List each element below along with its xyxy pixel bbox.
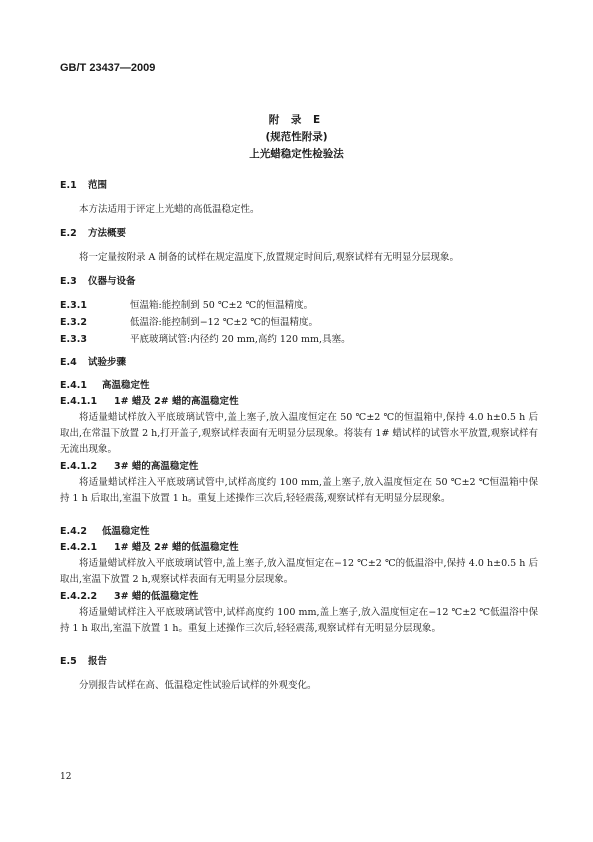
section-heading-e412: E.4.1.2 3# 蜡的高温稳定性 — [60, 461, 199, 472]
section-heading-e421: E.4.2.1 1# 蜡及 2# 蜡的低温稳定性 — [60, 542, 239, 553]
section-heading-e1: E.1 范围 — [60, 180, 108, 191]
annex-label: 附 录 E — [268, 114, 325, 126]
section-text-e412: 将适量蜡试样注入平底玻璃试管中,试样高度约 100 mm,盖上塞子,放入温度恒定在 50 ℃±2 ℃恒温箱中保持 1 h 后取出,室温下放置 1 h。重复上述操作三次后,轻轻震荡,观察试样有无明显分层现象。 — [60, 477, 538, 504]
list-item-e33: E.3.3 平底玻璃试管:内径约 20 mm,高约 120 mm,具塞。 — [60, 334, 351, 345]
standard-code: GB/T 23437—2009 — [60, 62, 156, 74]
section-text-e411: 将适量蜡试样放入平底玻璃试管中,盖上塞子,放入温度恒定在 50 ℃±2 ℃的恒温箱中,保持 4.0 h±0.5 h 后取出,在常温下放置 2 h,打开盖子,观察试样表面有无明显分层现象。将装有 1# 蜡试样的试管水平放置,观察试样有无流出现象。 — [60, 412, 538, 455]
section-heading-e42: E.4.2 低温稳定性 — [60, 526, 150, 537]
section-text-e2: 将一定量按附录 A 制备的试样在规定温度下,放置规定时间后,观察试样有无明显分层现象。 — [79, 252, 459, 263]
section-text-e422: 将适量蜡试样注入平底玻璃试管中,试样高度约 100 mm,盖上塞子,放入温度恒定在−12 ℃±2 ℃低温浴中保持 1 h 取出,室温下放置 1 h。重复上述操作三次后,轻轻震荡,观察试样有无明显分层现象。 — [60, 607, 538, 634]
section-heading-e2: E.2 方法概要 — [60, 228, 127, 239]
list-item-e31: E.3.1 恒温箱:能控制到 50 ℃±2 ℃的恒温精度。 — [60, 300, 314, 311]
section-text-e1: 本方法适用于评定上光蜡的高低温稳定性。 — [79, 204, 260, 215]
list-item-e32: E.3.2 低温浴:能控制到−12 ℃±2 ℃的恒温精度。 — [60, 317, 319, 328]
annex-heading — [0, 112, 593, 163]
section-heading-e411: E.4.1.1 1# 蜡及 2# 蜡的高温稳定性 — [60, 396, 239, 407]
section-heading-e422: E.4.2.2 3# 蜡的低温稳定性 — [60, 591, 199, 602]
page-number: 12 — [60, 772, 72, 782]
section-heading-e4: E.4 试验步骤 — [60, 357, 127, 368]
section-heading-e5: E.5 报告 — [60, 656, 108, 667]
section-heading-e3: E.3 仪器与设备 — [60, 276, 136, 287]
annex-type: (规范性附录) — [265, 131, 328, 143]
section-text-e5: 分别报告试样在高、低温稳定性试验后试样的外观变化。 — [79, 680, 317, 691]
annex-title: 上光蜡稳定性检验法 — [249, 148, 344, 160]
section-text-e421: 将适量蜡试样放入平底玻璃试管中,盖上塞子,放入温度恒定在−12 ℃±2 ℃的低温浴中,保持 4.0 h±0.5 h 后取出,室温下放置 2 h,观察试样表面有无明显分层现象。 — [60, 558, 538, 585]
section-heading-e41: E.4.1 高温稳定性 — [60, 380, 150, 391]
